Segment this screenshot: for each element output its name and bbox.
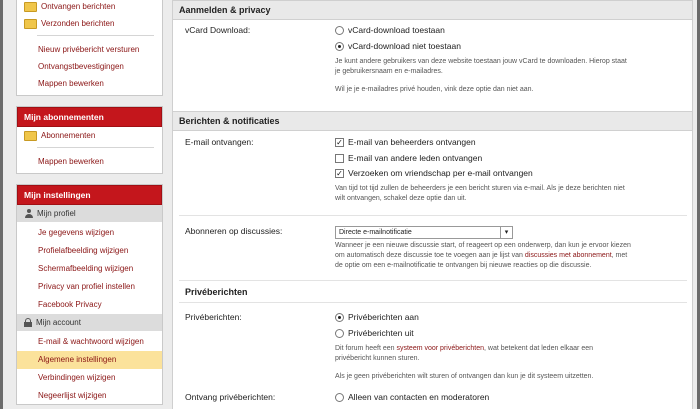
pm-off-radio[interactable] (335, 328, 414, 338)
sidebar-item-sent[interactable] (17, 15, 162, 32)
sidebar-item-subscriptions[interactable] (17, 127, 162, 144)
checkbox[interactable] (335, 154, 344, 163)
email-friend-label: Verzoeken om vriendschap per e-mail ontvangen (348, 168, 533, 178)
sidebar-link-edit-folders[interactable]: Mappen bewerken (38, 79, 104, 88)
subscriptions-box (16, 106, 163, 174)
pm-help (335, 344, 680, 382)
subscribe-help-line3: de optie om een e-mailnotificatie te ontvangen bij nieuwe reacties op die discussie. (335, 262, 592, 269)
settings-title: Mijn instellingen (17, 185, 162, 205)
pm-help-text: , wat betekent dat leden elkaar een (484, 345, 593, 352)
settings-box (16, 184, 163, 405)
pm-help-line2: privébericht kunnen sturen. (335, 355, 420, 362)
settings-panel (172, 0, 693, 409)
divider (179, 215, 687, 216)
sidebar-link-receipts[interactable]: Ontvangstbevestigingen (38, 62, 124, 71)
messages-box (16, 0, 163, 96)
email-friend-checkbox[interactable] (335, 168, 533, 178)
vcard-deny-radio[interactable] (335, 41, 461, 51)
vcard-label: vCard Download: (185, 25, 251, 35)
subscribe-label: Abonneren op discussies: (185, 226, 283, 236)
receive-contacts-radio[interactable] (335, 392, 489, 402)
sidebar-link-email-password[interactable]: E-mail & wachtwoord wijzigen (38, 337, 144, 346)
sidebar-link-ignore-list[interactable]: Negeerlijst wijzigen (38, 391, 107, 400)
email-help-line2: wilt ontvangen, schakel deze optie dan uit. (335, 195, 467, 202)
sidebar-link-connections[interactable]: Verbindingen wijzigen (38, 373, 116, 382)
radio-button-selected[interactable] (335, 42, 344, 51)
sidebar (16, 0, 163, 409)
pm-off-label: Privéberichten uit (348, 328, 414, 338)
section-title-notifications: Berichten & notificaties (173, 111, 692, 131)
sidebar-link-profile-picture[interactable]: Profielafbeelding wijzigen (38, 246, 129, 255)
divider (37, 35, 154, 36)
divider (37, 147, 154, 148)
vcard-help (335, 57, 680, 95)
browser-viewport (3, 0, 697, 409)
account-header-label: Mijn account (36, 318, 81, 327)
email-members-checkbox[interactable] (335, 153, 482, 163)
divider (179, 280, 687, 281)
sidebar-link-edit-details[interactable]: Je gegevens wijzigen (38, 228, 115, 237)
vcard-help-line1: Je kunt andere gebruikers van deze website toestaan jouw vCard te downloaden. Hierop staat (335, 58, 627, 65)
email-label: E-mail ontvangen: (185, 137, 254, 147)
profile-header-label: Mijn profiel (37, 209, 76, 218)
user-icon (24, 209, 33, 218)
subscribed-discussions-link[interactable]: discussies met abonnement (524, 252, 612, 259)
sidebar-link-general-settings[interactable]: Algemene instellingen (17, 351, 162, 369)
divider (179, 302, 687, 303)
sidebar-link-edit-folders-subs[interactable]: Mappen bewerken (38, 157, 104, 166)
subscribe-help-line2 (335, 251, 680, 261)
lock-icon (24, 318, 32, 327)
email-help (335, 184, 680, 204)
pm-on-label: Privéberichten aan (348, 312, 419, 322)
private-messages-heading: Privéberichten (185, 287, 248, 297)
subscribe-select-value: Directe e-mailnotificatie (339, 229, 412, 236)
receive-contacts-label: Alleen van contacten en moderatoren (348, 392, 490, 402)
folder-icon (24, 19, 37, 29)
sidebar-link-new-pm[interactable]: Nieuw privébericht versturen (38, 45, 140, 54)
section-title-privacy: Aanmelden & privacy (173, 1, 692, 20)
vcard-help-line2: je gebruikersnaam en e-mailadres. (335, 68, 443, 75)
sidebar-link-profile-privacy[interactable]: Privacy van profiel instellen (38, 282, 135, 291)
subscribe-help-line1: Wanneer je een nieuwe discussie start, of reageert op een onderwerp, dan kun je ervoor kiezen (335, 242, 631, 249)
pm-on-radio[interactable] (335, 312, 419, 322)
vcard-deny-label: vCard-download niet toestaan (348, 41, 461, 51)
receive-label: Ontvang privéberichten: (185, 392, 276, 402)
vcard-allow-label: vCard-download toestaan (348, 25, 445, 35)
sidebar-item-label: Verzonden berichten (41, 19, 115, 28)
radio-button[interactable] (335, 329, 344, 338)
account-header (17, 314, 162, 331)
sidebar-item-label: Ontvangen berichten (41, 2, 116, 11)
email-help-line1: Van tijd tot tijd zullen de beheerders je een bericht sturen via e-mail. Als je deze berichten niet (335, 185, 625, 192)
checkbox-checked[interactable]: ✓ (336, 137, 343, 147)
pm-help-line1 (335, 344, 680, 354)
sidebar-item-label: Abonnementen (41, 131, 96, 140)
email-members-label: E-mail van andere leden ontvangen (348, 153, 483, 163)
sidebar-link-facebook-privacy[interactable]: Facebook Privacy (38, 300, 102, 309)
subscribe-select[interactable] (335, 226, 513, 239)
checkbox-checked[interactable]: ✓ (336, 168, 343, 178)
chevron-down-icon[interactable]: ▾ (500, 227, 512, 238)
sidebar-item-inbox[interactable] (17, 0, 162, 15)
email-admin-label: E-mail van beheerders ontvangen (348, 137, 476, 147)
pm-help-text: Dit forum heeft een (335, 345, 397, 352)
sidebar-link-screen-picture[interactable]: Schermafbeelding wijzigen (38, 264, 134, 273)
subscriptions-title: Mijn abonnementen (17, 107, 162, 127)
subscribe-help-text: om automatisch deze discussie toe te voegen aan je lijst van (335, 252, 525, 259)
pm-system-link[interactable]: systeem voor privéberichten (396, 345, 485, 352)
pm-help-line3: Als je geen privéberichten wilt sturen of ontvangen dan kun je dit systeem uitzetten. (335, 373, 594, 380)
radio-button[interactable] (335, 393, 344, 402)
subscribe-help (335, 241, 680, 271)
folder-icon (24, 131, 37, 141)
email-admin-checkbox[interactable] (335, 137, 476, 147)
profile-header (17, 205, 162, 222)
subscribe-help-text: , met (611, 252, 628, 259)
radio-button[interactable] (335, 26, 344, 35)
folder-icon (24, 2, 37, 12)
vcard-help-line3: Wil je je e-mailadres privé houden, vink deze optie dan niet aan. (335, 86, 534, 93)
pm-label: Privéberichten: (185, 312, 242, 322)
radio-button-selected[interactable] (335, 313, 344, 322)
vcard-allow-radio[interactable] (335, 25, 445, 35)
